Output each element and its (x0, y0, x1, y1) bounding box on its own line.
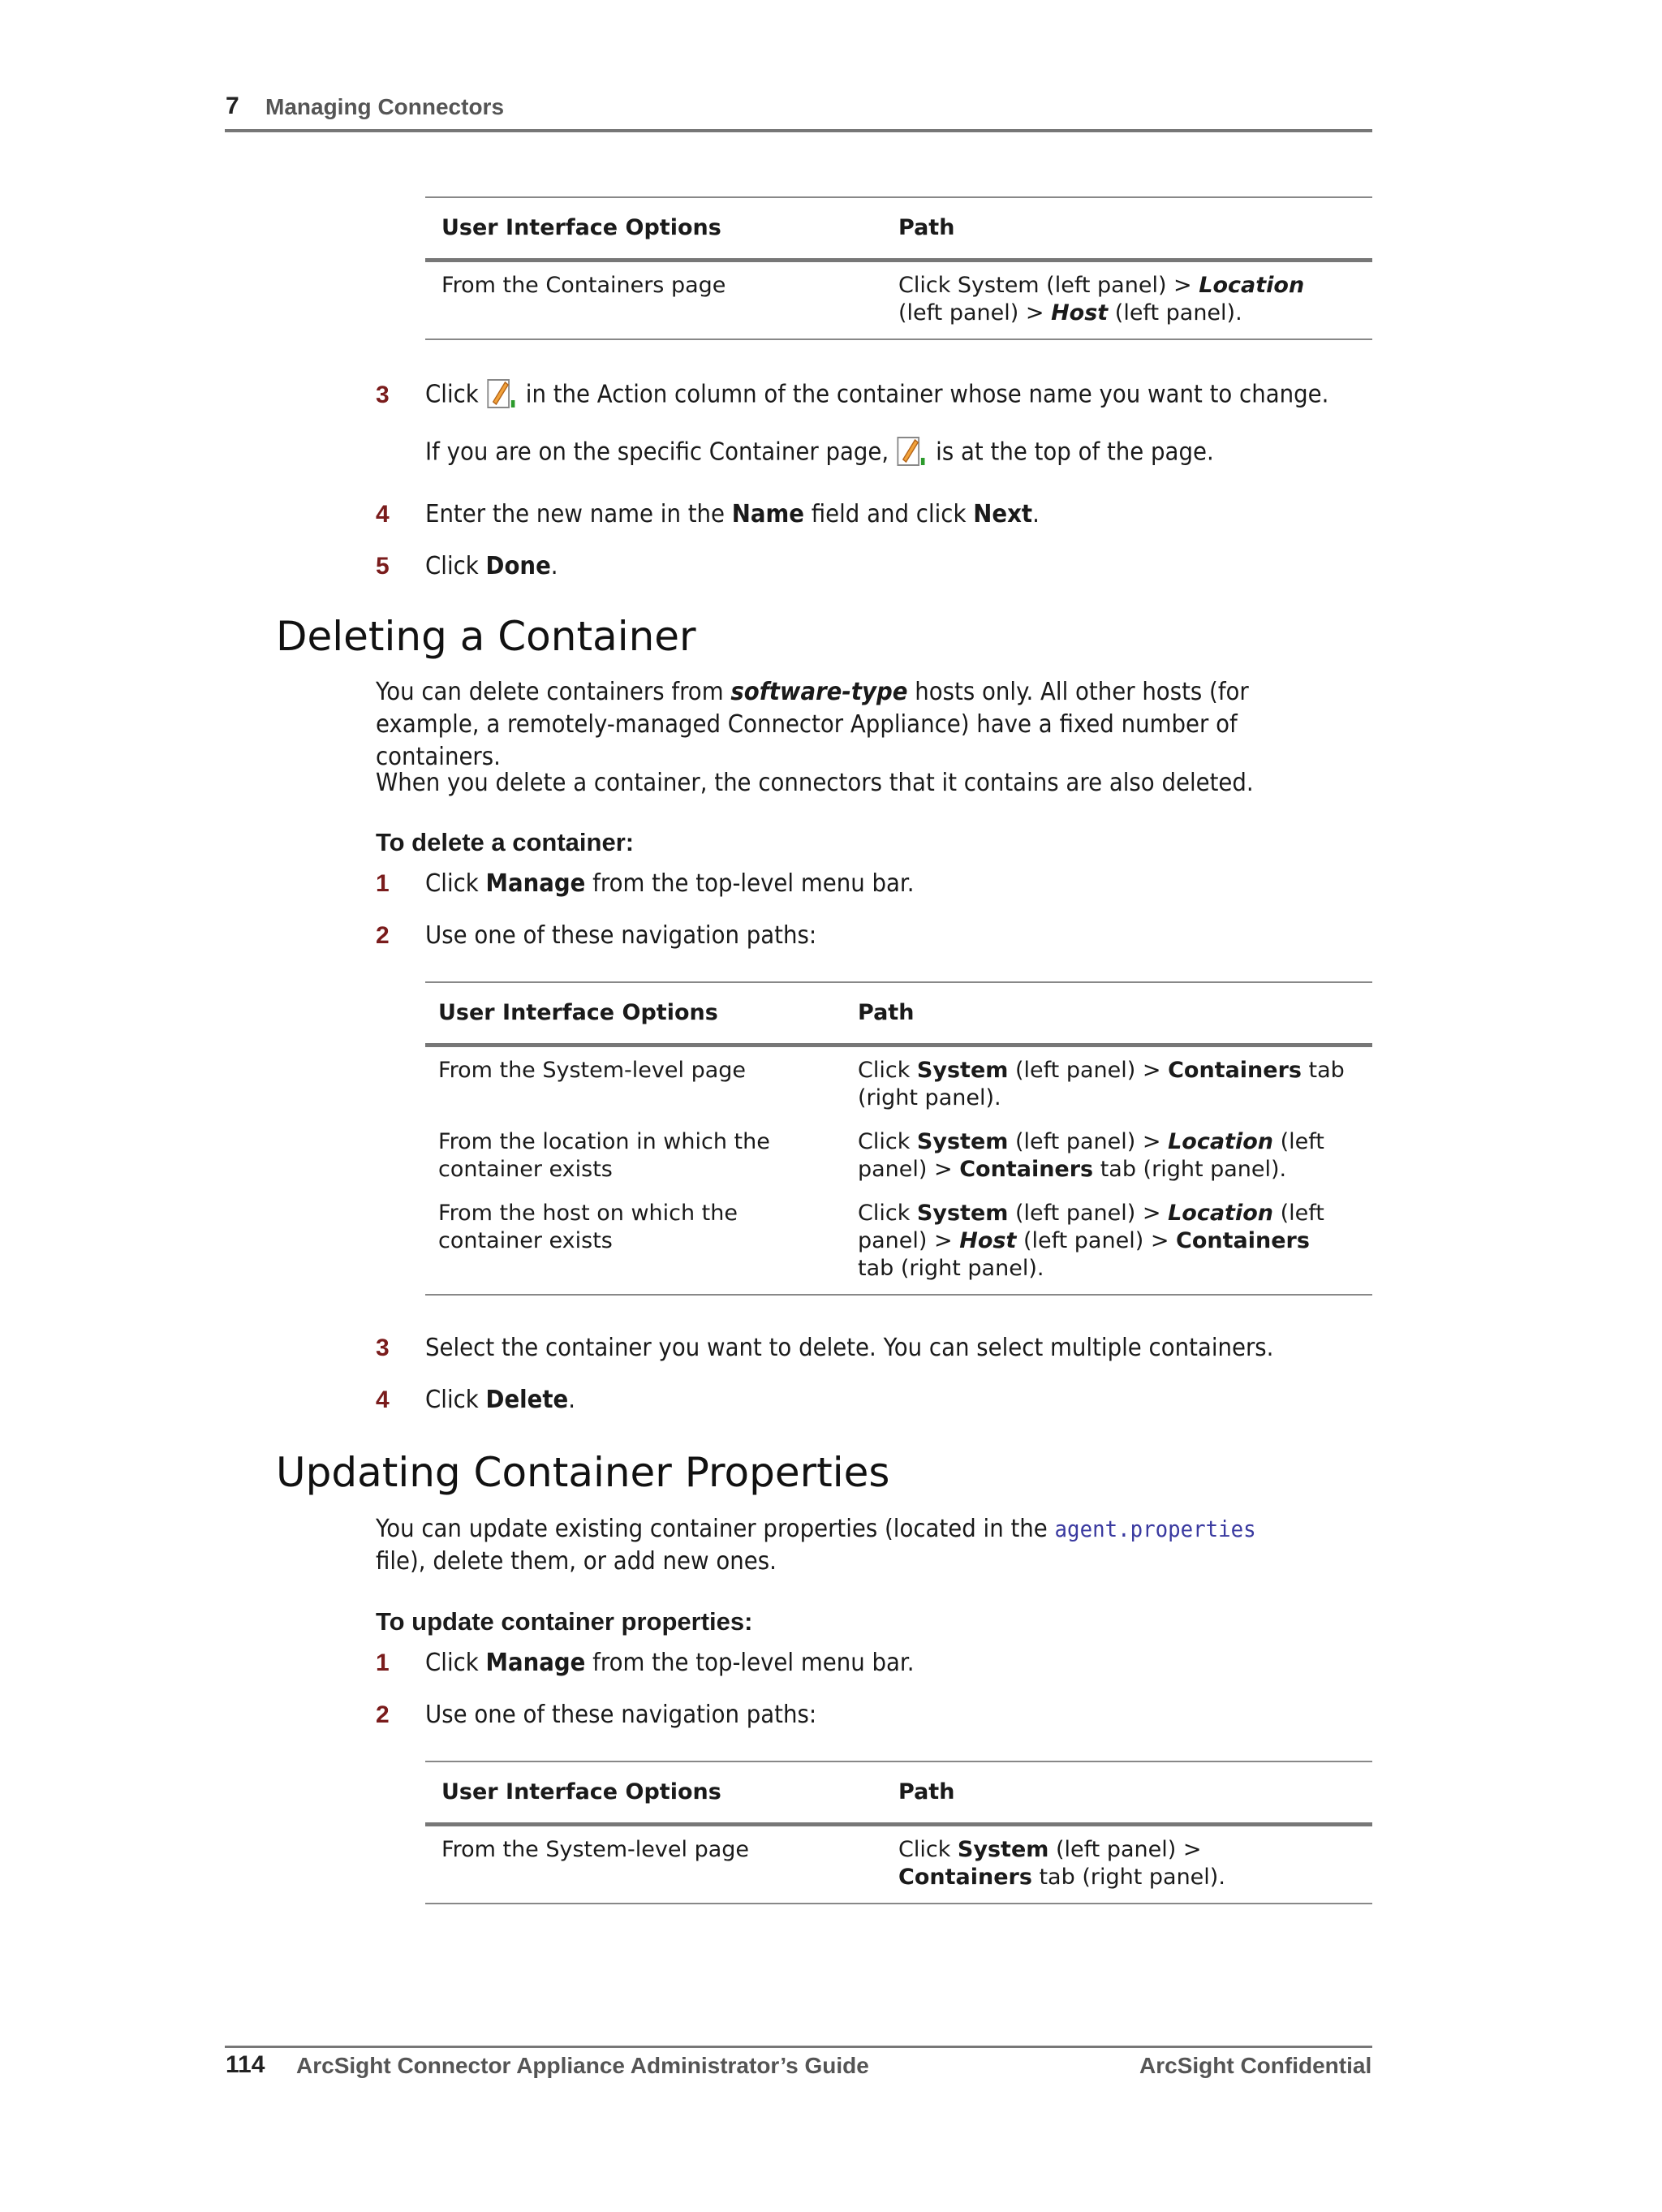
step-number: 4 (376, 1386, 390, 1413)
step-number: 4 (376, 501, 390, 528)
step-2-nav: 2 Use one of these navigation paths: (376, 1699, 850, 1731)
step-number: 5 (376, 553, 390, 580)
step-3-note: If you are on the specific Container page, is at the top of the page. (425, 435, 1282, 471)
procedure-heading-update: To update container properties: (376, 1607, 753, 1636)
section-heading-updating: Updating Container Properties (276, 1449, 890, 1496)
step-4-name: 4 Enter the new name in the Name field and click Next. (376, 498, 1093, 531)
table-header (425, 1762, 1372, 1826)
table-cell-option: From the host on which the container exists (438, 1201, 738, 1253)
step-3-select: 3 Select the container you want to delete. You can select multiple containers. (376, 1332, 1347, 1365)
table-row (425, 1047, 1372, 1128)
paragraph-delete-intro: You can delete containers from software-type hosts only. All other hosts (for example, a remotely-managed Connector Appliance) have a fixed number of containers. (376, 678, 1249, 771)
table-cell-path: Click System (left panel) > Location (left panel) > Containers tab (right panel). (858, 1129, 1324, 1182)
step-4-delete: 4 Click Delete. (376, 1384, 588, 1416)
step-number: 3 (376, 1335, 390, 1361)
chapter-title: Managing Connectors (265, 94, 505, 119)
paragraph-update-intro: You can update existing container properties (located in the agent.properties file), delete them, or add new ones. (376, 1515, 1256, 1576)
edit-icon[interactable] (896, 435, 928, 471)
page-number: 114 (226, 2051, 265, 2078)
footer-rule (225, 2046, 1372, 2048)
table-cell-path: Click System (left panel) > Location (left panel) > Host (left panel) > Containers tab (right panel). (858, 1201, 1324, 1281)
step-number: 2 (376, 1701, 390, 1728)
step-3-edit: 3 Click in the Action column of the container whose name you want to change. (376, 377, 1407, 413)
nav-table-update (425, 1761, 1372, 1904)
column-header-options: User Interface Options (441, 215, 721, 240)
paragraph-delete-note: When you delete a container, the connectors that it contains are also deleted. (376, 769, 1254, 797)
step-1-manage: 1 Click Manage from the top-level menu bar. (376, 1647, 957, 1679)
step-number: 1 (376, 1649, 390, 1676)
chapter-number: 7 (226, 93, 239, 119)
table-row (425, 262, 1372, 340)
table-cell-option: From the System-level page (438, 1058, 747, 1083)
filename-code: agent.properties (1054, 1516, 1256, 1542)
book-title: ArcSight Connector Appliance Administrator’s Guide (296, 2053, 869, 2078)
step-2-nav: 2 Use one of these navigation paths: (376, 920, 850, 952)
header-rule (225, 129, 1372, 132)
table-header (425, 198, 1372, 262)
edit-icon[interactable] (486, 377, 519, 413)
nav-table-rename (425, 196, 1372, 340)
step-number: 1 (376, 870, 390, 897)
step-5-done: 5 Click Done. (376, 550, 570, 583)
column-header-path: Path (858, 1000, 915, 1025)
step-1-manage: 1 Click Manage from the top-level menu bar. (376, 868, 957, 900)
table-row (425, 1826, 1372, 1904)
table-cell-path: Click System (left panel) > Containers tab (right panel). (898, 1837, 1225, 1890)
table-cell-option: From the location in which the container exists (438, 1129, 770, 1182)
step-number: 3 (376, 381, 390, 408)
nav-table-delete (425, 981, 1372, 1296)
table-cell-option: From the System-level page (441, 1837, 750, 1862)
table-row (425, 1128, 1372, 1200)
confidentiality-label: ArcSight Confidential (1139, 2053, 1372, 2078)
column-header-path: Path (898, 215, 955, 240)
column-header-options: User Interface Options (441, 1779, 721, 1805)
table-cell-option: From the Containers page (441, 273, 726, 298)
section-heading-deleting: Deleting a Container (276, 613, 696, 660)
column-header-path: Path (898, 1779, 955, 1805)
table-cell-path: Click System (left panel) > Containers tab (right panel). (858, 1058, 1345, 1110)
step-number: 2 (376, 922, 390, 949)
table-header (425, 983, 1372, 1047)
table-cell-path: Click System (left panel) > Location (left panel) > Host (left panel). (898, 273, 1305, 326)
table-row (425, 1200, 1372, 1296)
procedure-heading-delete: To delete a container: (376, 828, 635, 856)
column-header-options: User Interface Options (438, 1000, 718, 1025)
